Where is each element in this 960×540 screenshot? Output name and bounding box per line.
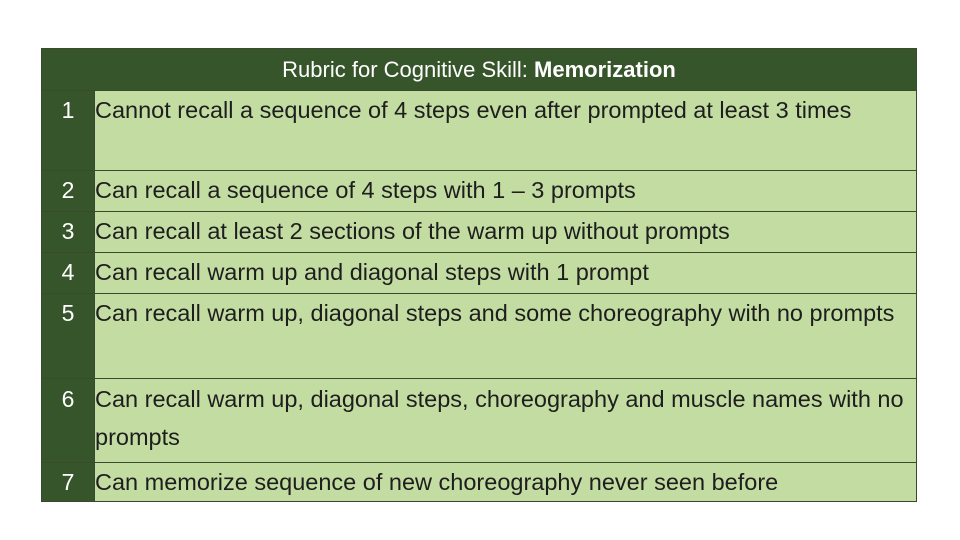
rubric-level-description: Can recall warm up, diagonal steps and some choreography with no prompts	[95, 294, 917, 379]
rubric-level-description: Can memorize sequence of new choreography never seen before	[95, 463, 917, 502]
rubric-level-number: 2	[42, 171, 95, 212]
rubric-table	[41, 48, 917, 502]
rubric-level-number: 3	[42, 212, 95, 253]
rubric-title	[42, 49, 917, 91]
rubric-level-description: Can recall a sequence of 4 steps with 1 – 3 prompts	[95, 171, 917, 212]
rubric-row	[42, 171, 917, 212]
rubric-row	[42, 294, 917, 379]
rubric-level-description: Can recall warm up, diagonal steps, choreography and muscle names with no prompts	[95, 379, 917, 463]
rubric-row	[42, 379, 917, 463]
rubric-level-number: 1	[42, 91, 95, 171]
rubric-level-number: 7	[42, 463, 95, 502]
rubric-level-number: 5	[42, 294, 95, 379]
rubric-title-skill: Memorization	[534, 56, 676, 82]
rubric-row	[42, 463, 917, 502]
rubric-title-row	[42, 49, 917, 91]
rubric-row	[42, 91, 917, 171]
rubric-level-description: Can recall warm up and diagonal steps with 1 prompt	[95, 253, 917, 294]
rubric-row	[42, 212, 917, 253]
rubric-level-description: Can recall at least 2 sections of the warm up without prompts	[95, 212, 917, 253]
rubric-level-description: Cannot recall a sequence of 4 steps even after prompted at least 3 times	[95, 91, 917, 171]
rubric-level-number: 4	[42, 253, 95, 294]
rubric-level-number: 6	[42, 379, 95, 463]
rubric-title-prefix: Rubric for Cognitive Skill:	[282, 56, 535, 82]
rubric-row	[42, 253, 917, 294]
